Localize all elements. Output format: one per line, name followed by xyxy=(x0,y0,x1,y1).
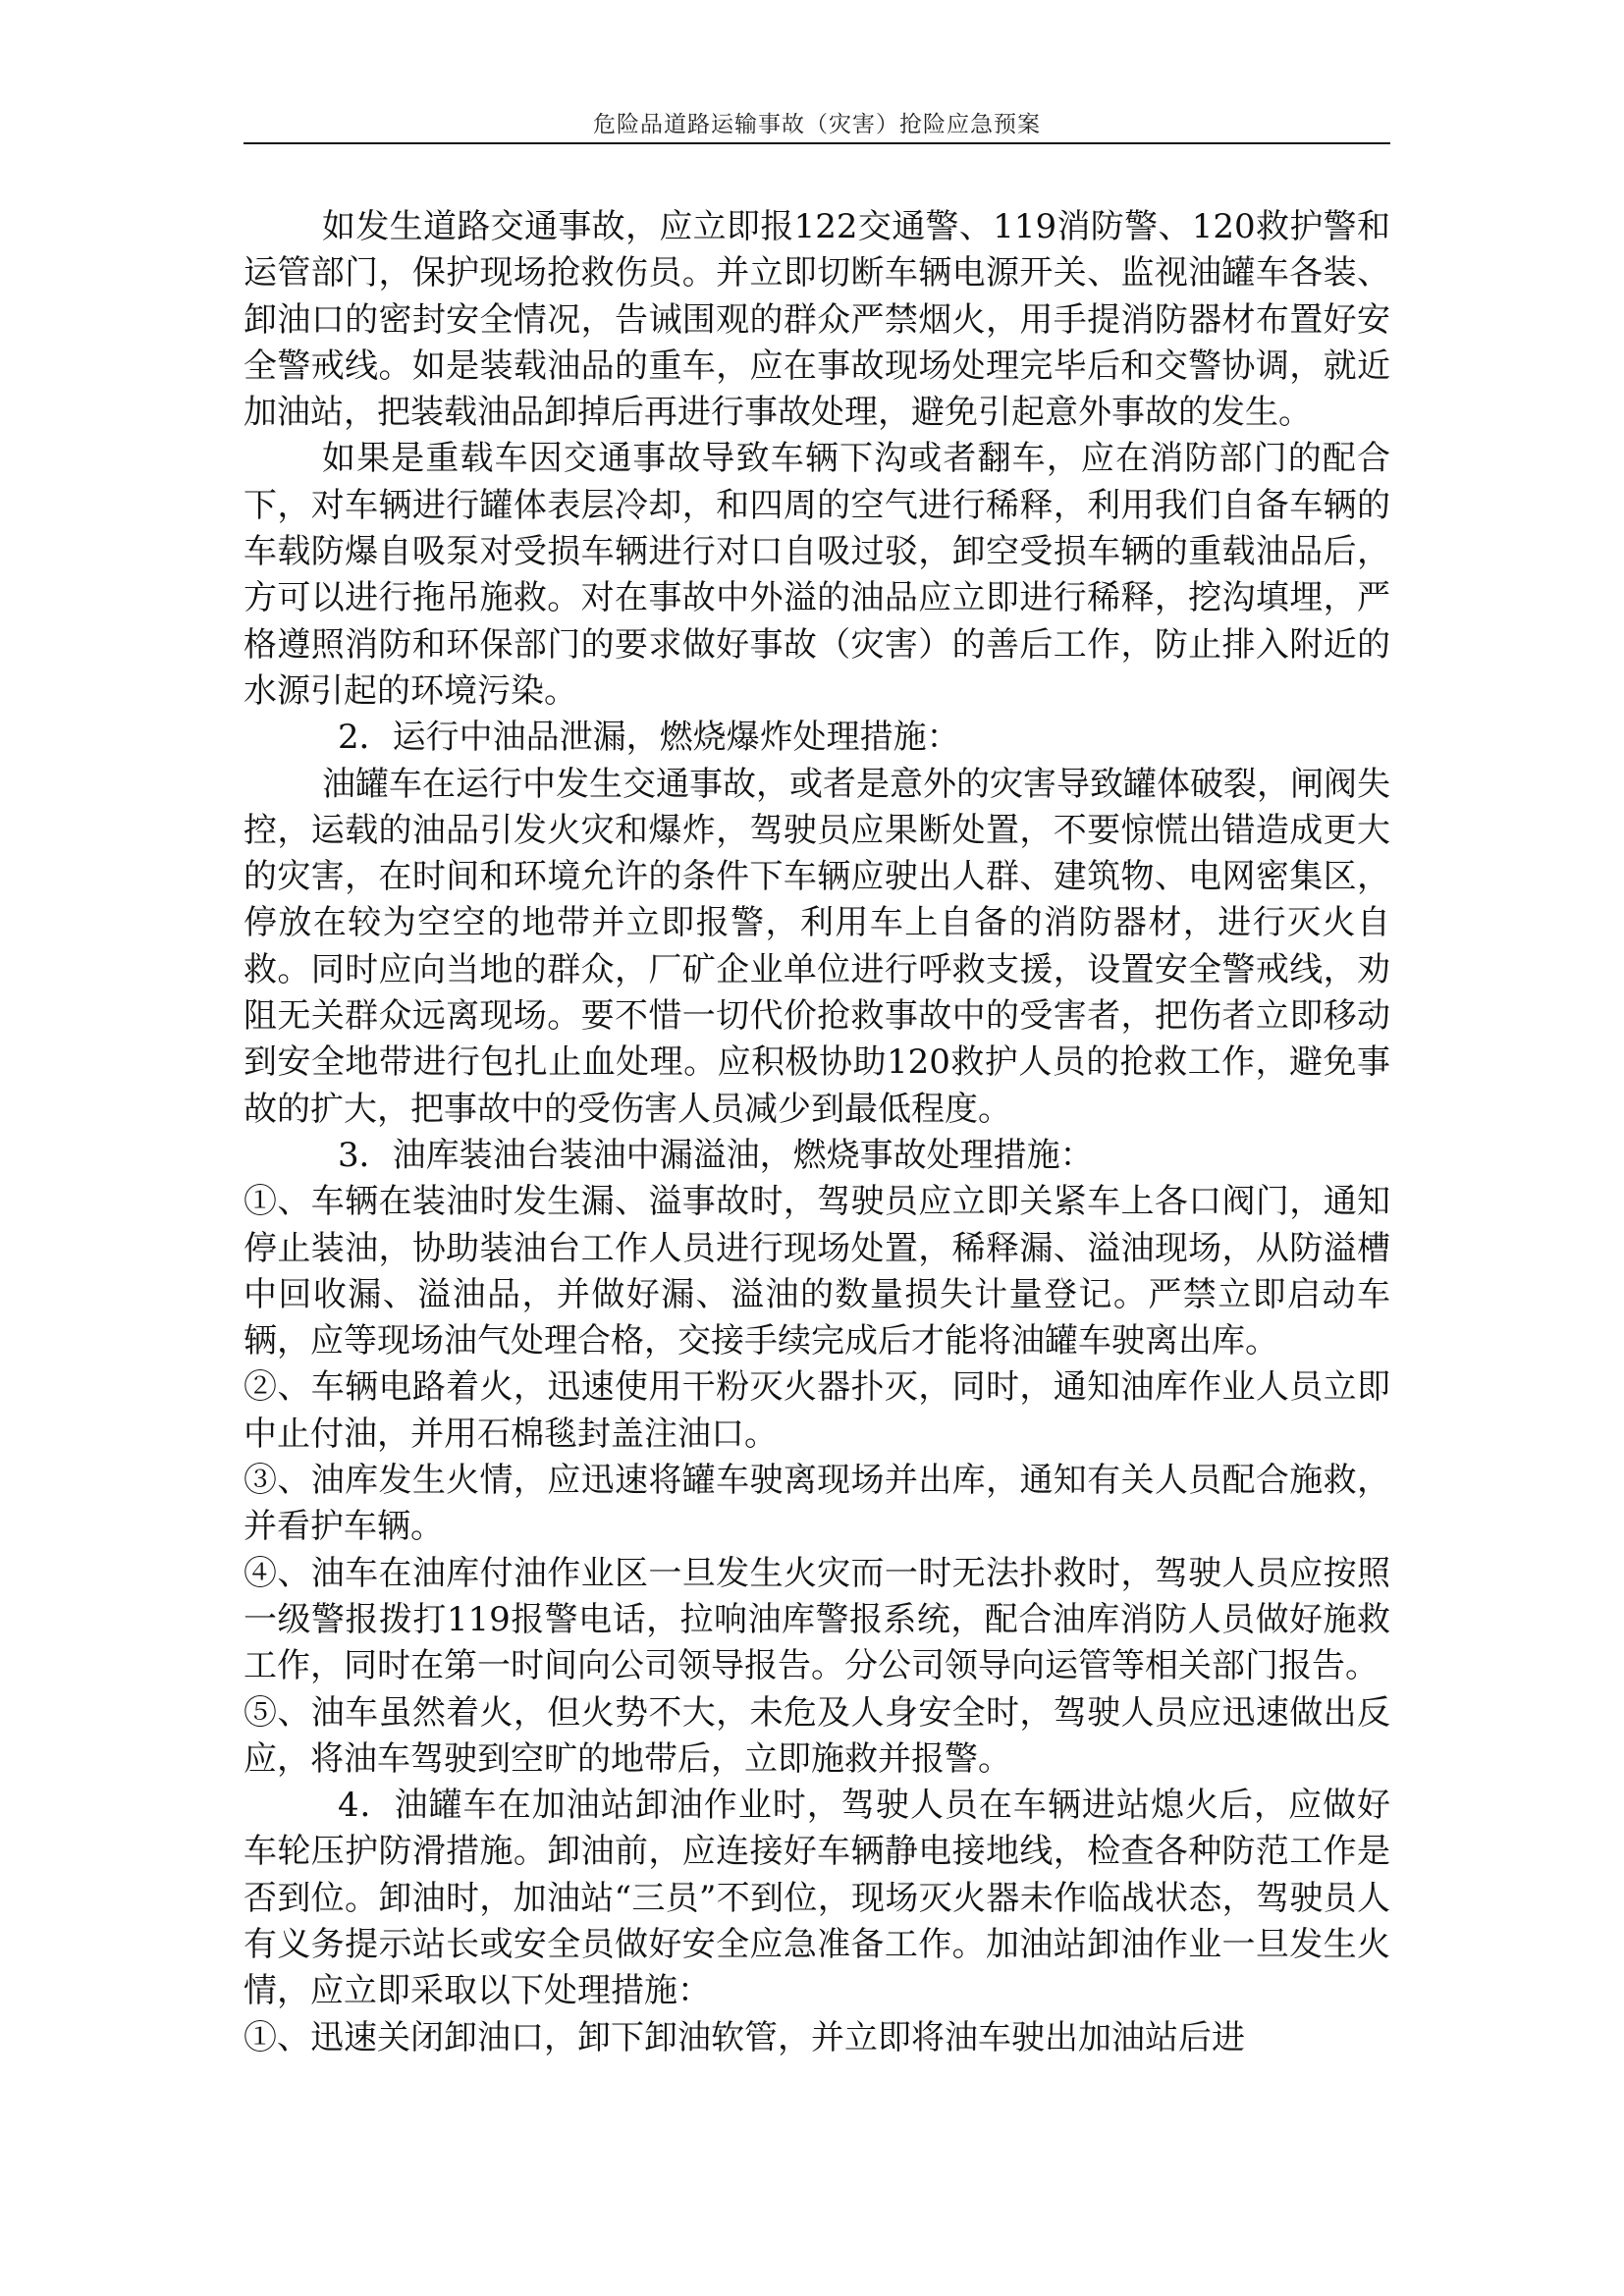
list-item-station-1: ①、迅速关闭卸油口，卸下卸油软管，并立即将油车驶出加油站后进 xyxy=(244,2017,1245,2057)
page-header-title: 危险品道路运输事故（灾害）抢险应急预案 xyxy=(593,112,1041,137)
section-paragraph-4: 4．油罐车在加油站卸油作业时，驾驶人员在车辆进站熄火后，应做好车轮压护防滑措施。卸油前，应连接好车辆静电接地线，检查各种防范工作是否到位。卸油时，加油站“三员”不到位，现场灭火器未作临战状态，驾驶员人有义务提示站长或安全员做好安全应急准备工作。加油站卸油作业一旦发生火情，应立即采取以下处理措施： xyxy=(244,1786,1390,2011)
list-item-depot-4: ④、油车在油库付油作业区一旦发生火灾而一时无法扑救时，驾驶人员应按照一级警报拨打119报警电话，拉响油库警报系统，配合油库消防人员做好施救工作，同时在第一时间向公司领导报告。分公司领导向运管等相关部门报告。 xyxy=(244,1553,1390,1686)
header-divider xyxy=(244,142,1390,144)
section-heading-2: 2．运行中油品泄漏，燃烧爆炸处理措施： xyxy=(338,718,960,758)
section-heading-3: 3．油库装油台装油中漏溢油，燃烧事故处理措施： xyxy=(338,1135,1094,1175)
list-item-depot-3: ③、油库发生火情，应迅速将罐车驶离现场并出库，通知有关人员配合施救，并看护车辆。 xyxy=(244,1461,1390,1547)
list-item-depot-2: ②、车辆电路着火，迅速使用干粉灭火器扑灭，同时，通知油库作业人员立即中止付油，并用石棉毯封盖注油口。 xyxy=(244,1367,1390,1454)
paragraph-overturn: 如果是重载车因交通事故导致车辆下沟或者翻车，应在消防部门的配合下，对车辆进行罐体表层冷却，和四周的空气进行稀释，利用我们自备车辆的车载防爆自吸泵对受损车辆进行对口自吸过驳，卸空受损车辆的重载油品后，方可以进行拖吊施救。对在事故中外溢的油品应立即进行稀释，挖沟填埋，严格遵照消防和环保部门的要求做好事故（灾害）的善后工作，防止排入附近的水源引起的环境污染。 xyxy=(244,439,1390,711)
paragraph-in-transit-leak: 油罐车在运行中发生交通事故，或者是意外的灾害导致罐体破裂，闸阀失控，运载的油品引发火灾和爆炸，驾驶员应果断处置，不要惊慌出错造成更大的灾害，在时间和环境允许的条件下车辆应驶出人群、建筑物、电网密集区，停放在较为空空的地带并立即报警，利用车上自备的消防器材，进行灭火自救。同时应向当地的群众，厂矿企业单位进行呼救支援，设置安全警戒线，劝阻无关群众远离现场。要不惜一切代价抢救事故中的受害者，把伤者立即移动到安全地带进行包扎止血处理。应积极协助120救护人员的抢救工作，避免事故的扩大，把事故中的受伤害人员减少到最低程度。 xyxy=(244,764,1390,1129)
document-body xyxy=(244,204,1390,2061)
list-item-depot-5: ⑤、油车虽然着火，但火势不大，未危及人身安全时，驾驶人员应迅速做出反应，将油车驾驶到空旷的地带后，立即施救并报警。 xyxy=(244,1692,1390,1779)
paragraph-road-accident: 如发生道路交通事故，应立即报122交通警、119消防警、120救护警和运管部门，保护现场抢救伤员。并立即切断车辆电源开关、监视油罐车各装、卸油口的密封安全情况，告诫围观的群众严禁烟火，用手提消防器材布置好安全警戒线。如是装载油品的重车，应在事故现场处理完毕后和交警协调，就近加油站，把装载油品卸掉后再进行事故处理，避免引起意外事故的发生。 xyxy=(244,207,1390,433)
list-item-depot-1: ①、车辆在装油时发生漏、溢事故时，驾驶员应立即关紧车上各口阀门，通知停止装油，协助装油台工作人员进行现场处置，稀释漏、溢油现场，从防溢槽中回收漏、溢油品，并做好漏、溢油的数量损失计量登记。严禁立即启动车辆，应等现场油气处理合格，交接手续完成后才能将油罐车驶离出库。 xyxy=(244,1182,1390,1362)
